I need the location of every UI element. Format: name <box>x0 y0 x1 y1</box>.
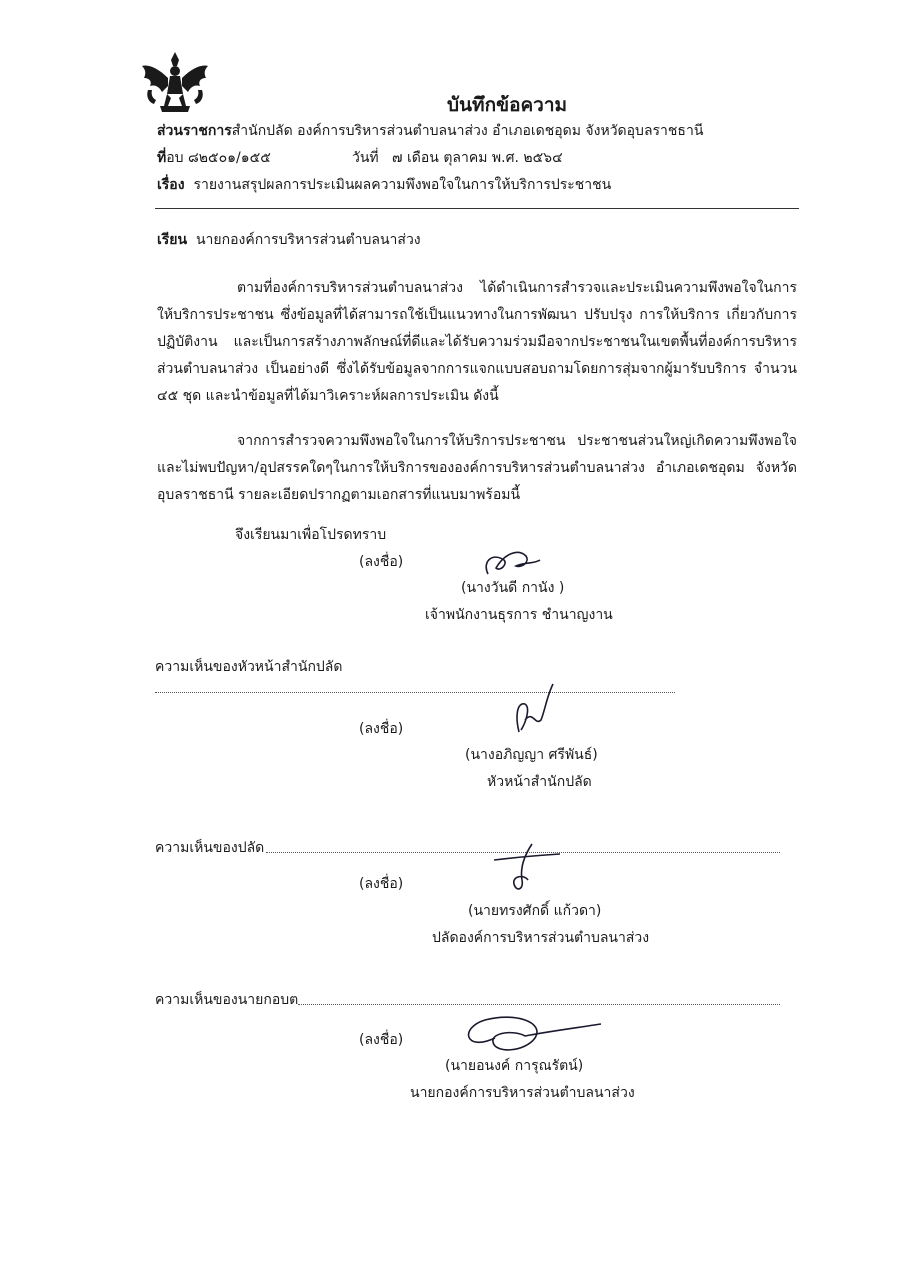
handwritten-signature-2 <box>505 680 565 740</box>
subject-label: เรื่อง <box>157 177 185 193</box>
header-divider <box>155 208 799 209</box>
opinion-head-label: ความเห็นของหัวหน้าสำนักปลัด <box>155 659 343 675</box>
date-line <box>352 148 563 168</box>
sign-label-4: (ลงชื่อ) <box>359 1032 404 1048</box>
signer-4-name: (นายอนงค์ การุณรัตน์) <box>445 1058 584 1074</box>
garuda-emblem-icon <box>140 50 210 116</box>
opinion-deputy-label: ความเห็นของปลัด <box>155 840 265 856</box>
memo-title: บันทึกข้อความ <box>447 94 568 116</box>
signer-1-name: (นางวันดี กานัง ) <box>461 580 565 596</box>
handwritten-signature-3 <box>490 840 570 896</box>
ref-line <box>157 148 271 168</box>
sign-label-3: (ลงชื่อ) <box>359 876 404 892</box>
opinion-mayor-label: ความเห็นของนายกอบต <box>155 992 299 1008</box>
sign-label-2: (ลงชื่อ) <box>359 721 404 737</box>
date-label: วันที่ <box>352 150 379 166</box>
signer-2-name: (นางอภิญญา ศรีพันธ์) <box>465 747 598 763</box>
opinion-head-dotline <box>155 692 675 693</box>
agency-line <box>157 121 703 141</box>
sign-label-1: (ลงชื่อ) <box>359 554 404 570</box>
ref-value: อบ ๘๒๕๐๑/๑๕๕ <box>166 150 271 166</box>
body-paragraph-1: ตามที่องค์การบริหารส่วนตำบลนาส่วง ได้ดำเนินการสำรวจและประเมินความพึงพอใจในการให้บริการประชาชน ซึ่งข้อมูลที่ได้สามารถใช้เป็นแนวทางในการพัฒนา ปรับปรุง การให้บริการ เกี่ยวกับการปฏิบัติงาน และเป็นการสร้างภาพลักษณ์ที่ดีและได้รับความร่วมมือจากประชาชนในเขตพื้นที่องค์การบริหารส่วนตำบลนาส่วง เป็นอย่างดี ซึ่งได้รับข้อมูลจากการแจกแบบสอบถามโดยการสุ่มจากผู้มารับบริการ จำนวน ๔๕ ชุด และนำข้อมูลที่ได้มาวิเคราะห์ผลการประเมิน ดังนี้ <box>157 280 797 404</box>
date-value: ๗ เดือน ตุลาคม พ.ศ. ๒๕๖๔ <box>392 150 563 166</box>
body-paragraph-2: จากการสำรวจความพึงพอใจในการให้บริการประชาชน ประชาชนส่วนใหญ่เกิดความพึงพอใจ และไม่พบปัญหา/อุปสรรคใดๆในการให้บริการขององค์การบริหารส่วนตำบลนาส่วง อำเภอเดชอุดม จังหวัดอุบลราชธานี รายละเอียดปรากฏตามเอกสารที่แนบมาพร้อมนี้ <box>157 433 797 503</box>
signer-2-position: หัวหน้าสำนักปลัด <box>487 774 592 790</box>
signer-1-position: เจ้าพนักงานธุรการ ชำนาญงาน <box>425 607 613 623</box>
subject-line <box>157 175 611 195</box>
ref-label: ที่ <box>157 150 167 166</box>
salutation-line <box>157 230 421 250</box>
salutation-label: เรียน <box>157 232 188 248</box>
signer-3-position: ปลัดองค์การบริหารส่วนตำบลนาส่วง <box>432 930 650 946</box>
agency-label: ส่วนราชการ <box>157 123 232 139</box>
signer-3-name: (นายทรงศักดิ์ แก้วดา) <box>468 903 602 919</box>
salutation-value: นายกองค์การบริหารส่วนตำบลนาส่วง <box>195 232 421 248</box>
closing-line: จึงเรียนมาเพื่อโปรดทราบ <box>235 527 387 543</box>
signer-4-position: นายกองค์การบริหารส่วนตำบลนาส่วง <box>410 1085 635 1101</box>
subject-value: รายงานสรุปผลการประเมินผลความพึงพอใจในการให้บริการประชาชน <box>193 177 612 193</box>
agency-value: สำนักปลัด องค์การบริหารส่วนตำบลนาส่วง อำเภอเดชอุดม จังหวัดอุบลราชธานี <box>231 123 704 139</box>
opinion-mayor-dotline <box>298 1004 780 1005</box>
